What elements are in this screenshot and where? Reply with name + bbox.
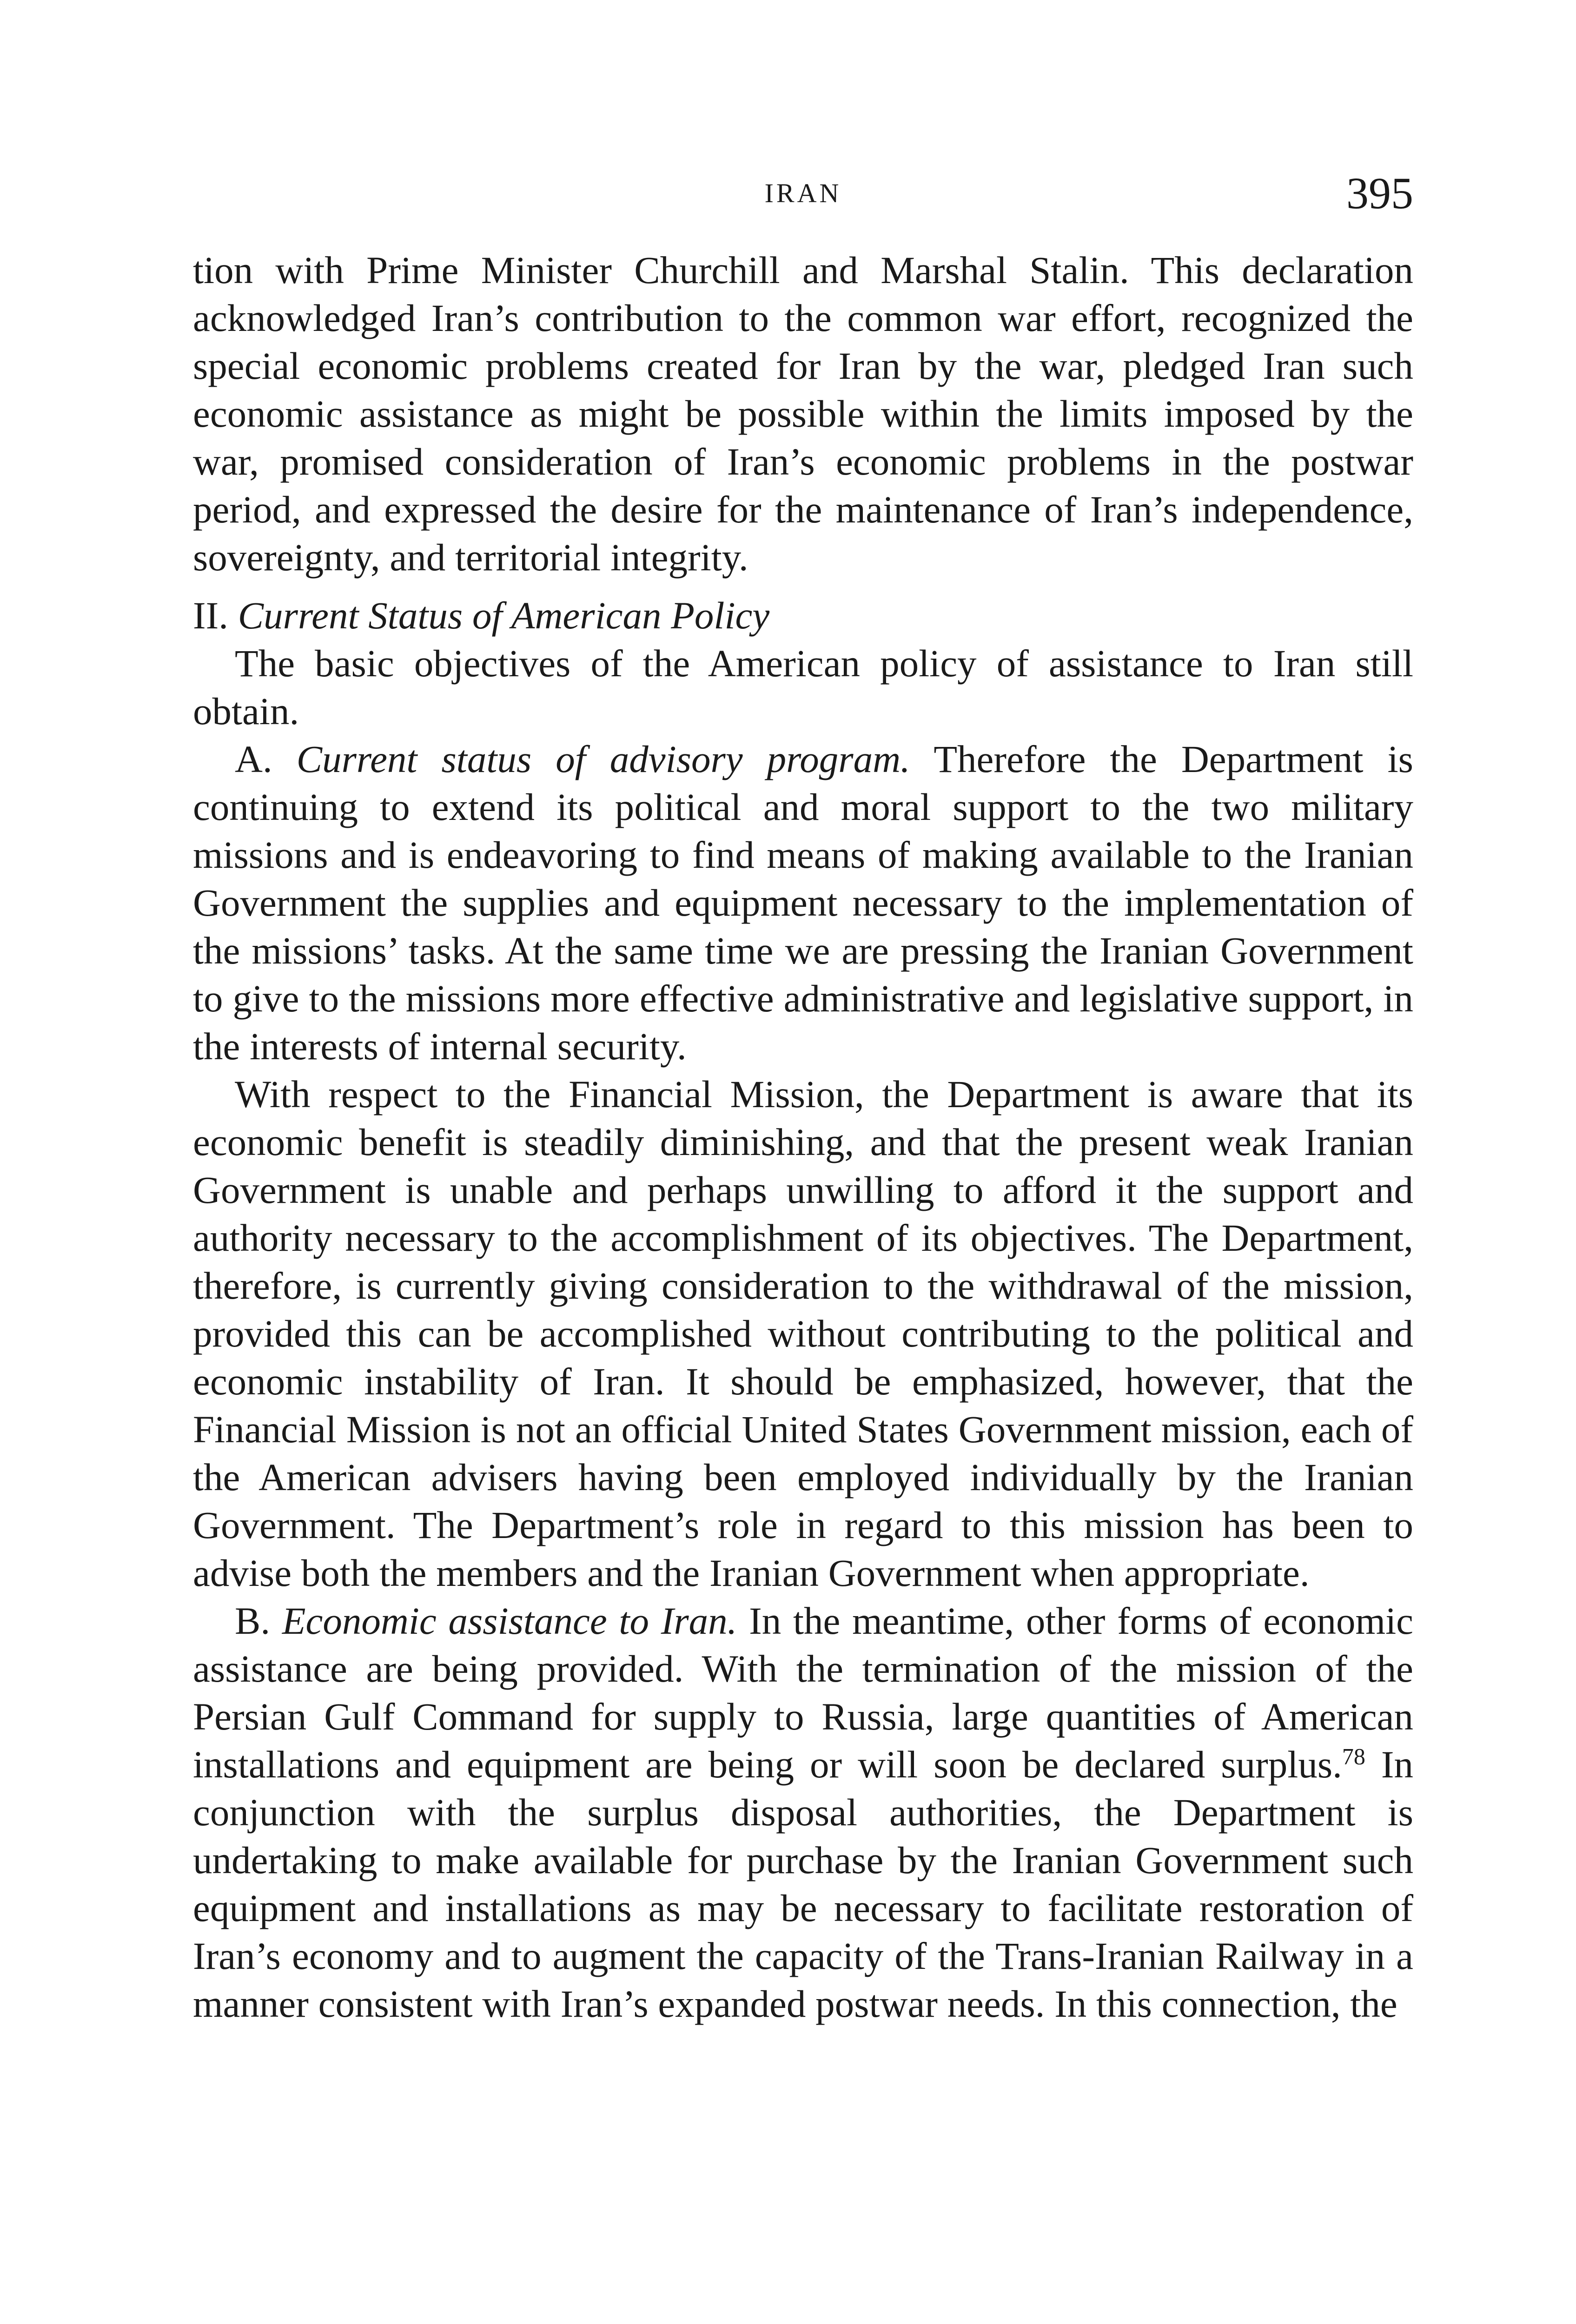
body-text — [193, 246, 1413, 2028]
paragraph-advisory-program — [193, 735, 1413, 1070]
subsection-b-text-before: In the meantime, other forms of economic assistance are being provided. With the termination of the mission of the Persian Gulf Command for supply to Russia, large quantities of American installations and equipment are being or will soon be declared surplus. — [193, 1599, 1414, 1786]
paragraph-objectives: The basic objectives of the American policy of assistance to Iran still obtain. — [193, 642, 1413, 733]
subsection-a-label: A. — [235, 738, 272, 780]
subsection-a-text: Therefore the Department is continuing to extend its political and moral support to the two military missions and is endeavoring to find means of making available to the Iranian Government the supplies and equipment necessary to the implementation of the missions’ tasks. At the same time we are pressing the Iranian Government to give to the missions more effective administrative and legislative support, in the interests of internal security. — [193, 738, 1413, 1068]
page-header — [193, 167, 1413, 218]
page-number: 395 — [1346, 168, 1413, 218]
paragraph-economic-assistance — [193, 1597, 1413, 2028]
paragraph-continuation: tion with Prime Minister Churchill and Marshal Stalin. This declaration acknowledged Iran’s contribution to the common war effort, recognized the special economic problems created for Iran by the war, pledged Iran such economic assistance as might be possible within the limits imposed by the war, promised consideration of Iran’s economic problems in the postwar period, and expressed the desire for the maintenance of Iran’s independence, sovereignty, and territorial integrity. — [193, 249, 1413, 579]
subsection-b-title: Economic assistance to Iran. — [282, 1599, 737, 1642]
footnote-reference: 78 — [1342, 1743, 1365, 1769]
section-label: II. — [193, 594, 229, 637]
paragraph-financial-mission: With respect to the Financial Mission, the Department is aware that its economic benefit is steadily diminishing, and that the present weak Iranian Government is unable and perhaps unwilling to afford it the support and authority necessary to the accomplishment of its objectives. The Department, therefore, is currently giving consideration to the withdrawal of the mission, provided this can be accomplished without contributing to the political and economic instability of Iran. It should be emphasized, however, that the Financial Mission is not an official United States Government mission, each of the American advisers having been employed individually by the Iranian Government. The Department’s role in regard to this mission has been to advise both the members and the Iranian Government when appropriate. — [193, 1073, 1413, 1594]
subsection-a-title: Current status of advisory program. — [296, 738, 910, 780]
section-title: Current Status of American Policy — [238, 594, 770, 637]
section-heading — [193, 592, 1413, 640]
subsection-b-text-after: In conjunction with the surplus disposal authorities, the Department is undertaking to make available for purchase by the Iranian Government such equipment and installations as may be necessary to facilitate restoration of Iran’s economy and to augment the capacity of the Trans-Iranian Railway in a manner consistent with Iran’s expanded postwar needs. In this connection, the — [193, 1743, 1414, 2025]
subsection-b-label: B. — [235, 1599, 271, 1642]
running-head: IRAN — [764, 178, 842, 208]
